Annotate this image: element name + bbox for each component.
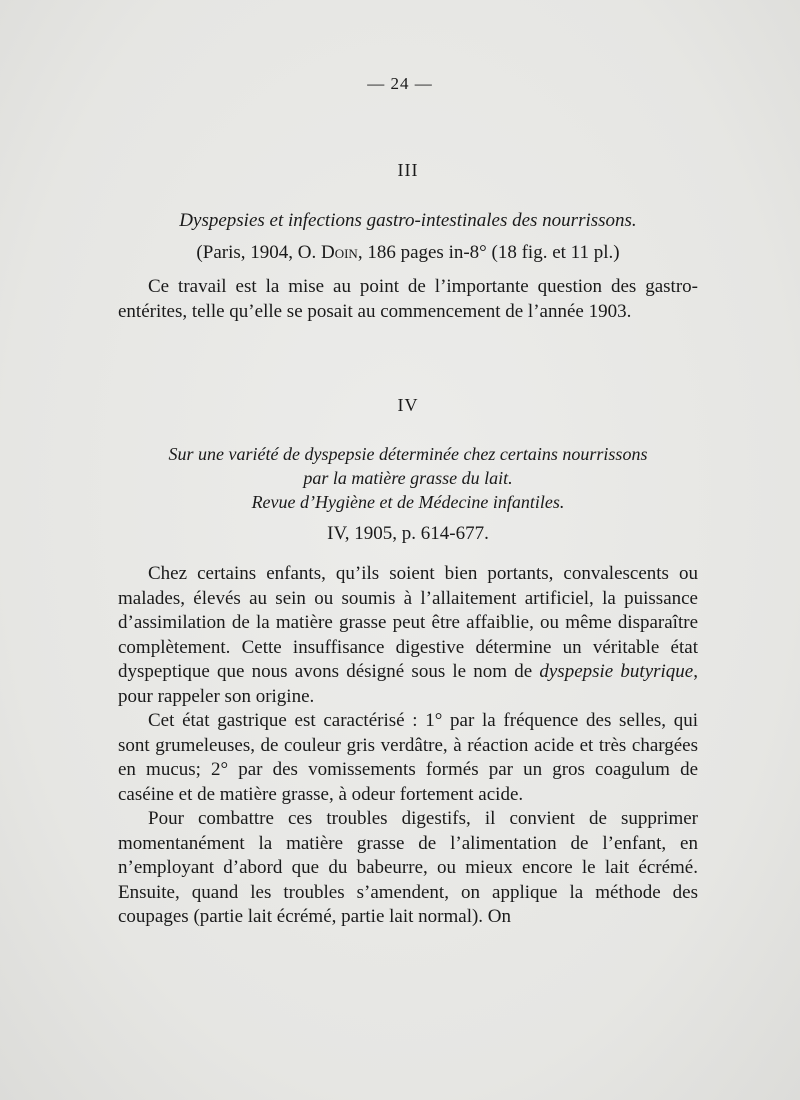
section-numeral: III [397,160,419,180]
publication-reference [118,241,698,265]
publication-reference: IV, 1905, p. 614-677. [327,523,489,544]
section-title-line-1: Sur une variété de dyspepsie déterminée chez certains nourrissons [168,444,648,464]
publisher-name: O. Doin [297,242,358,263]
paragraph-1-text: Chez certains enfants, qu’ils soient bien portants, convalescents ou malades, élevés au sein ou soumis à l’allaitement artificiel, la puissance d’assimilation de la matière grasse peut être affaiblie, ou même disparaître complètement. Cette insuffisance digestive détermine un véritable état dyspeptique que nous avons désigné sous le nom de [118,563,698,682]
section-numeral: IV [397,395,419,415]
section-3 [118,160,698,324]
paragraph-3: Pour combattre ces troubles digestifs, il convient de supprimer momentanément la matière grasse de l’alimentation de l’enfant, en n’employant d’abord que du babeurre, ou mieux encore le lait écrémé. Ensuite, quand les troubles s’amendent, on applique la méthode des coupages (partie lait écrémé, partie lait normal). On [118,808,698,927]
reference-prefix: (Paris, 1904, [196,242,298,263]
journal-name: Revue d’Hygiène et de Médecine infantiles. [251,492,565,512]
section-title: Dyspepsies et infections gastro-intestinales des nourrissons. [179,210,637,231]
paragraph-1 [118,562,698,709]
paragraph-2: Cet état gastrique est caractérisé : 1° par la fréquence des selles, qui sont grumeleuses, de couleur gris verdâtre, à réaction acide et très chargées en mucus; 2° par des vomissements formés par un gros coagulum de caséine et de matière grasse, à odeur fortement acide. [118,710,698,805]
reference-suffix: , 186 pages in-8° (18 fig. et 11 pl.) [357,242,620,263]
section-body: Ce travail est la mise au point de l’importante question des gastro-entérites, telle qu’elle se posait au commencement de l’année 1903. [118,276,698,322]
page-number: — 24 — [367,74,433,93]
section-4 [118,395,698,930]
section-title-line-2: par la matière grasse du lait. [303,468,513,488]
emphasized-term: dyspepsie butyrique [539,661,694,682]
paragraph-1-end: , pour rappeler son origine. [118,661,698,707]
